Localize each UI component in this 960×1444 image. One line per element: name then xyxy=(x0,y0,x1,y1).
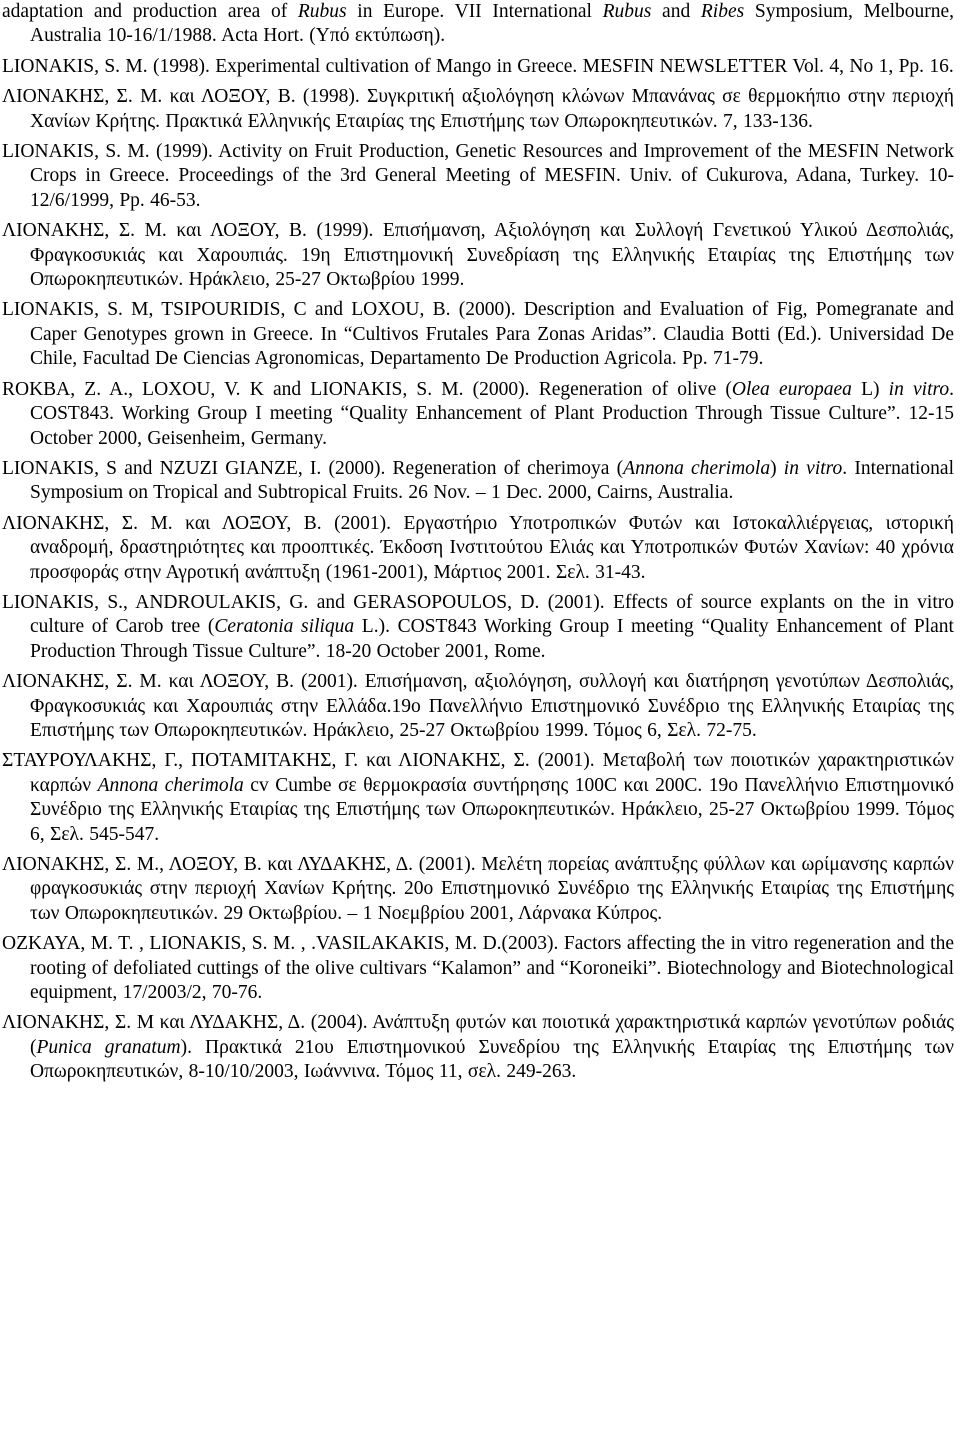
reference-entry xyxy=(2,749,954,847)
reference-text: ΣΤΑΥΡΟΥΛΑΚΗΣ, Γ., ΠΟΤΑΜΙΤΑΚΗΣ, Γ. και ΛΙΟΝΑΚΗΣ, Σ. (2001). Μεταβολή των ποιοτικών χαρακτηριστικών καρπών xyxy=(2,750,954,796)
reference-list xyxy=(2,0,954,1085)
reference-entry xyxy=(2,55,954,79)
reference-text: in Europe. VII International xyxy=(346,1,603,22)
reference-entry xyxy=(2,1011,954,1084)
reference-text: L.). COST843 Working Group I meeting “Quality Enhancement of Plant Production Through Tissue Culture”. 18-20 October 2001, Rome. xyxy=(30,616,954,662)
italic-text: in vitro xyxy=(888,378,950,400)
reference-entry xyxy=(2,457,954,506)
italic-text: Annona cherimola xyxy=(623,457,771,479)
reference-entry xyxy=(2,85,954,134)
reference-entry xyxy=(2,140,954,213)
reference-entry xyxy=(2,932,954,1005)
italic-text: Ribes xyxy=(700,1,745,22)
reference-text: . International Symposium on Tropical and Subtropical Fruits. 26 Nov. – 1 Dec. 2000, Cairns, Australia. xyxy=(30,457,954,504)
reference-text: ΛΙΟΝΑΚΗΣ, Σ. Μ. και ΛΟΞΟΥ, Β. (2001). Επισήμανση, αξιολόγηση, συλλογή και διατήρηση γενοτύπων Δεσπολιάς, Φραγκοσυκιάς και Χαρουπιάς στην Ελλάδα.19ο Πανελλήνιο Επιστημονικό Συνέδριο της Ελληνικής Εταιρίας της Επιστήμης των Οπωροκηπευτικών. Ηράκλειο, 25-27 Οκτωβρίου 1999. Τόμος 6, Σελ. 72-75. xyxy=(2,671,954,741)
reference-text: OZKAYA, M. T. , LIONAKIS, S. M. , .VASILAKAKIS, M. D.(2003). Factors affecting the in vitro regeneration and the rooting of defoliated cuttings of the olive cultivars “Kalamon” and “Koroneiki”. Biotechnology and Biotechnological equipment, 17/2003/2, 70-76. xyxy=(2,933,954,1004)
reference-entry xyxy=(2,219,954,292)
reference-text: . COST843. Working Group I meeting “Quality Enhancement of Plant Production Through Tissue Culture”. 12-15 October 2000, Geisenheim, Germany. xyxy=(30,378,954,449)
italic-text: in vitro xyxy=(783,457,843,479)
reference-text: LIONAKIS, S. M. (1999). Activity on Fruit Production, Genetic Resources and Improvement of the MESFIN Network Crops in Greece. Proceedings of the 3rd General Meeting of MESFIN. Univ. of Cukurova, Adana, Turkey. 10-12/6/1999, Pp. 46-53. xyxy=(2,141,954,211)
reference-entry xyxy=(2,670,954,743)
reference-entry xyxy=(2,298,954,371)
reference-text: ) xyxy=(770,457,784,479)
reference-text: L) xyxy=(851,378,889,400)
reference-text: ΛΙΟΝΑΚΗΣ, Σ. Μ. και ΛΟΞΟΥ, Β. (1998). Συγκριτική αξιολόγηση κλώνων Μπανάνας σε θερμοκήπιο στην περιοχή Χανίων Κρήτης. Πρακτικά Ελληνικής Εταιρίας της Επιστήμης των Οπωροκηπευτικών. 7, 133-136. xyxy=(2,86,954,132)
italic-text: Rubus xyxy=(602,1,652,22)
reference-text: LIONAKIS, S. M. (1998). Experimental cultivation of Mango in Greece. MESFIN NEWSLETTER Vol. 4, No 1, Pp. 16. xyxy=(2,55,954,77)
reference-text: ΛΙΟΝΑΚΗΣ, Σ. Μ., ΛΟΞΟΥ, Β. και ΛΥΔΑΚΗΣ, Δ. (2001). Μελέτη πορείας ανάπτυξης φύλλων και ωρίμανσης καρπών φραγκοσυκιάς στην περιοχή Χανίων Κρήτης. 20ο Επιστημονικό Συνέδριο της Ελληνικής Εταιρίας της Επιστήμης των Οπωροκηπευτικών. 29 Οκτωβρίου. – 1 Νοεμβρίου 2001, Λάρνακα Κύπρος. xyxy=(2,854,954,924)
reference-entry xyxy=(2,853,954,926)
italic-text: Annona cherimola xyxy=(97,774,244,796)
reference-text: ΛΙΟΝΑΚΗΣ, Σ. Μ. και ΛΟΞΟΥ, Β. (2001). Εργαστήριο Υποτροπικών Φυτών και Ιστοκαλλιέργειας, ιστορική αναδρομή, δραστηριότητες και προοπτικές. Έκδοση Ινστιτούτου Ελιάς και Υποτροπικών Φυτών Χανίων: 40 χρόνια προσφοράς στην Αγροτική ανάπτυξη (1961-2001), Μάρτιος 2001. Σελ. 31-43. xyxy=(2,512,954,583)
reference-text: ΛΙΟΝΑΚΗΣ, Σ. Μ. και ΛΟΞΟΥ, Β. (1999). Επισήμανση, Αξιολόγηση και Συλλογή Γενετικού Υλικού Δεσπολιάς, Φραγκοσυκιάς και Χαρουπιάς. 19η Επιστημονική Συνεδρίαση της Ελληνικής Εταιρίας της Επιστήμης των Οπωροκηπευτικών. Ηράκλειο, 25-27 Οκτωβρίου 1999. xyxy=(2,220,954,291)
italic-text: Ceratonia siliqua xyxy=(214,616,355,638)
reference-text: ). Πρακτικά 21ου Επιστημονικού Συνεδρίου της Ελληνικής Εταιρίας της Επιστήμης των Οπωροκηπευτικών, 8-10/10/2003, Ιωάννινα. Τόμος 11, σελ. 249-263. xyxy=(30,1036,954,1083)
reference-entry xyxy=(2,591,954,664)
reference-text: ΛΙΟΝΑΚΗΣ, Σ. Μ και ΛΥΔΑΚΗΣ, Δ. (2004). Ανάπτυξη φυτών και ποιοτικά χαρακτηριστικά καρπών γενοτύπων ροδιάς ( xyxy=(2,1012,954,1058)
reference-text: LIONAKIS, S., ANDROULAKIS, G. and GERASOPOULOS, D. (2001). Effects of source explants on the in vitro culture of Carob tree ( xyxy=(2,591,954,638)
reference-text: ROKBA, Z. A., LOXOU, V. K and LIONAKIS, S. M. (2000). Regeneration of olive ( xyxy=(2,378,732,400)
reference-text: adaptation and production area of xyxy=(2,1,298,22)
italic-text: Rubus xyxy=(297,1,347,22)
reference-entry xyxy=(2,512,954,585)
reference-text: cv Cumbe σε θερμοκρασία συντήρησης 100C και 200C. 19ο Πανελλήνιο Επιστημονικό Συνέδριο της Ελληνικής Εταιρίας της Επιστήμης των Οπωροκηπευτικών. Ηράκλειο, 25-27 Οκτωβρίου 1999. Τόμος 6, Σελ. 545-547. xyxy=(30,774,954,845)
reference-text: LIONAKIS, S. M, TSIPOURIDIS, C and LOXOU, B. (2000). Description and Evaluation of Fig, Pomegranate and Caper Genotypes grown in Greece. In “Cultivos Frutales Para Zonas Aridas”. Claudia Botti (Ed.). Universidad De Chile, Facultad De Ciencias Agronomicas, Departamento De Production Agricola. Pp. 71-79. xyxy=(2,299,954,370)
italic-text: Punica granatum xyxy=(36,1036,181,1058)
reference-continuation xyxy=(2,0,954,49)
italic-text: Olea europaea xyxy=(731,378,852,400)
reference-text: LIONAKIS, S and NZUZI GIANZE, I. (2000). Regeneration of cherimoya ( xyxy=(2,457,624,479)
reference-text: and xyxy=(651,1,701,22)
reference-text: Symposium, Melbourne, Australia 10-16/1/1988. Acta Hort. (Υπό εκτύπωση). xyxy=(30,1,955,47)
reference-entry xyxy=(2,378,954,451)
